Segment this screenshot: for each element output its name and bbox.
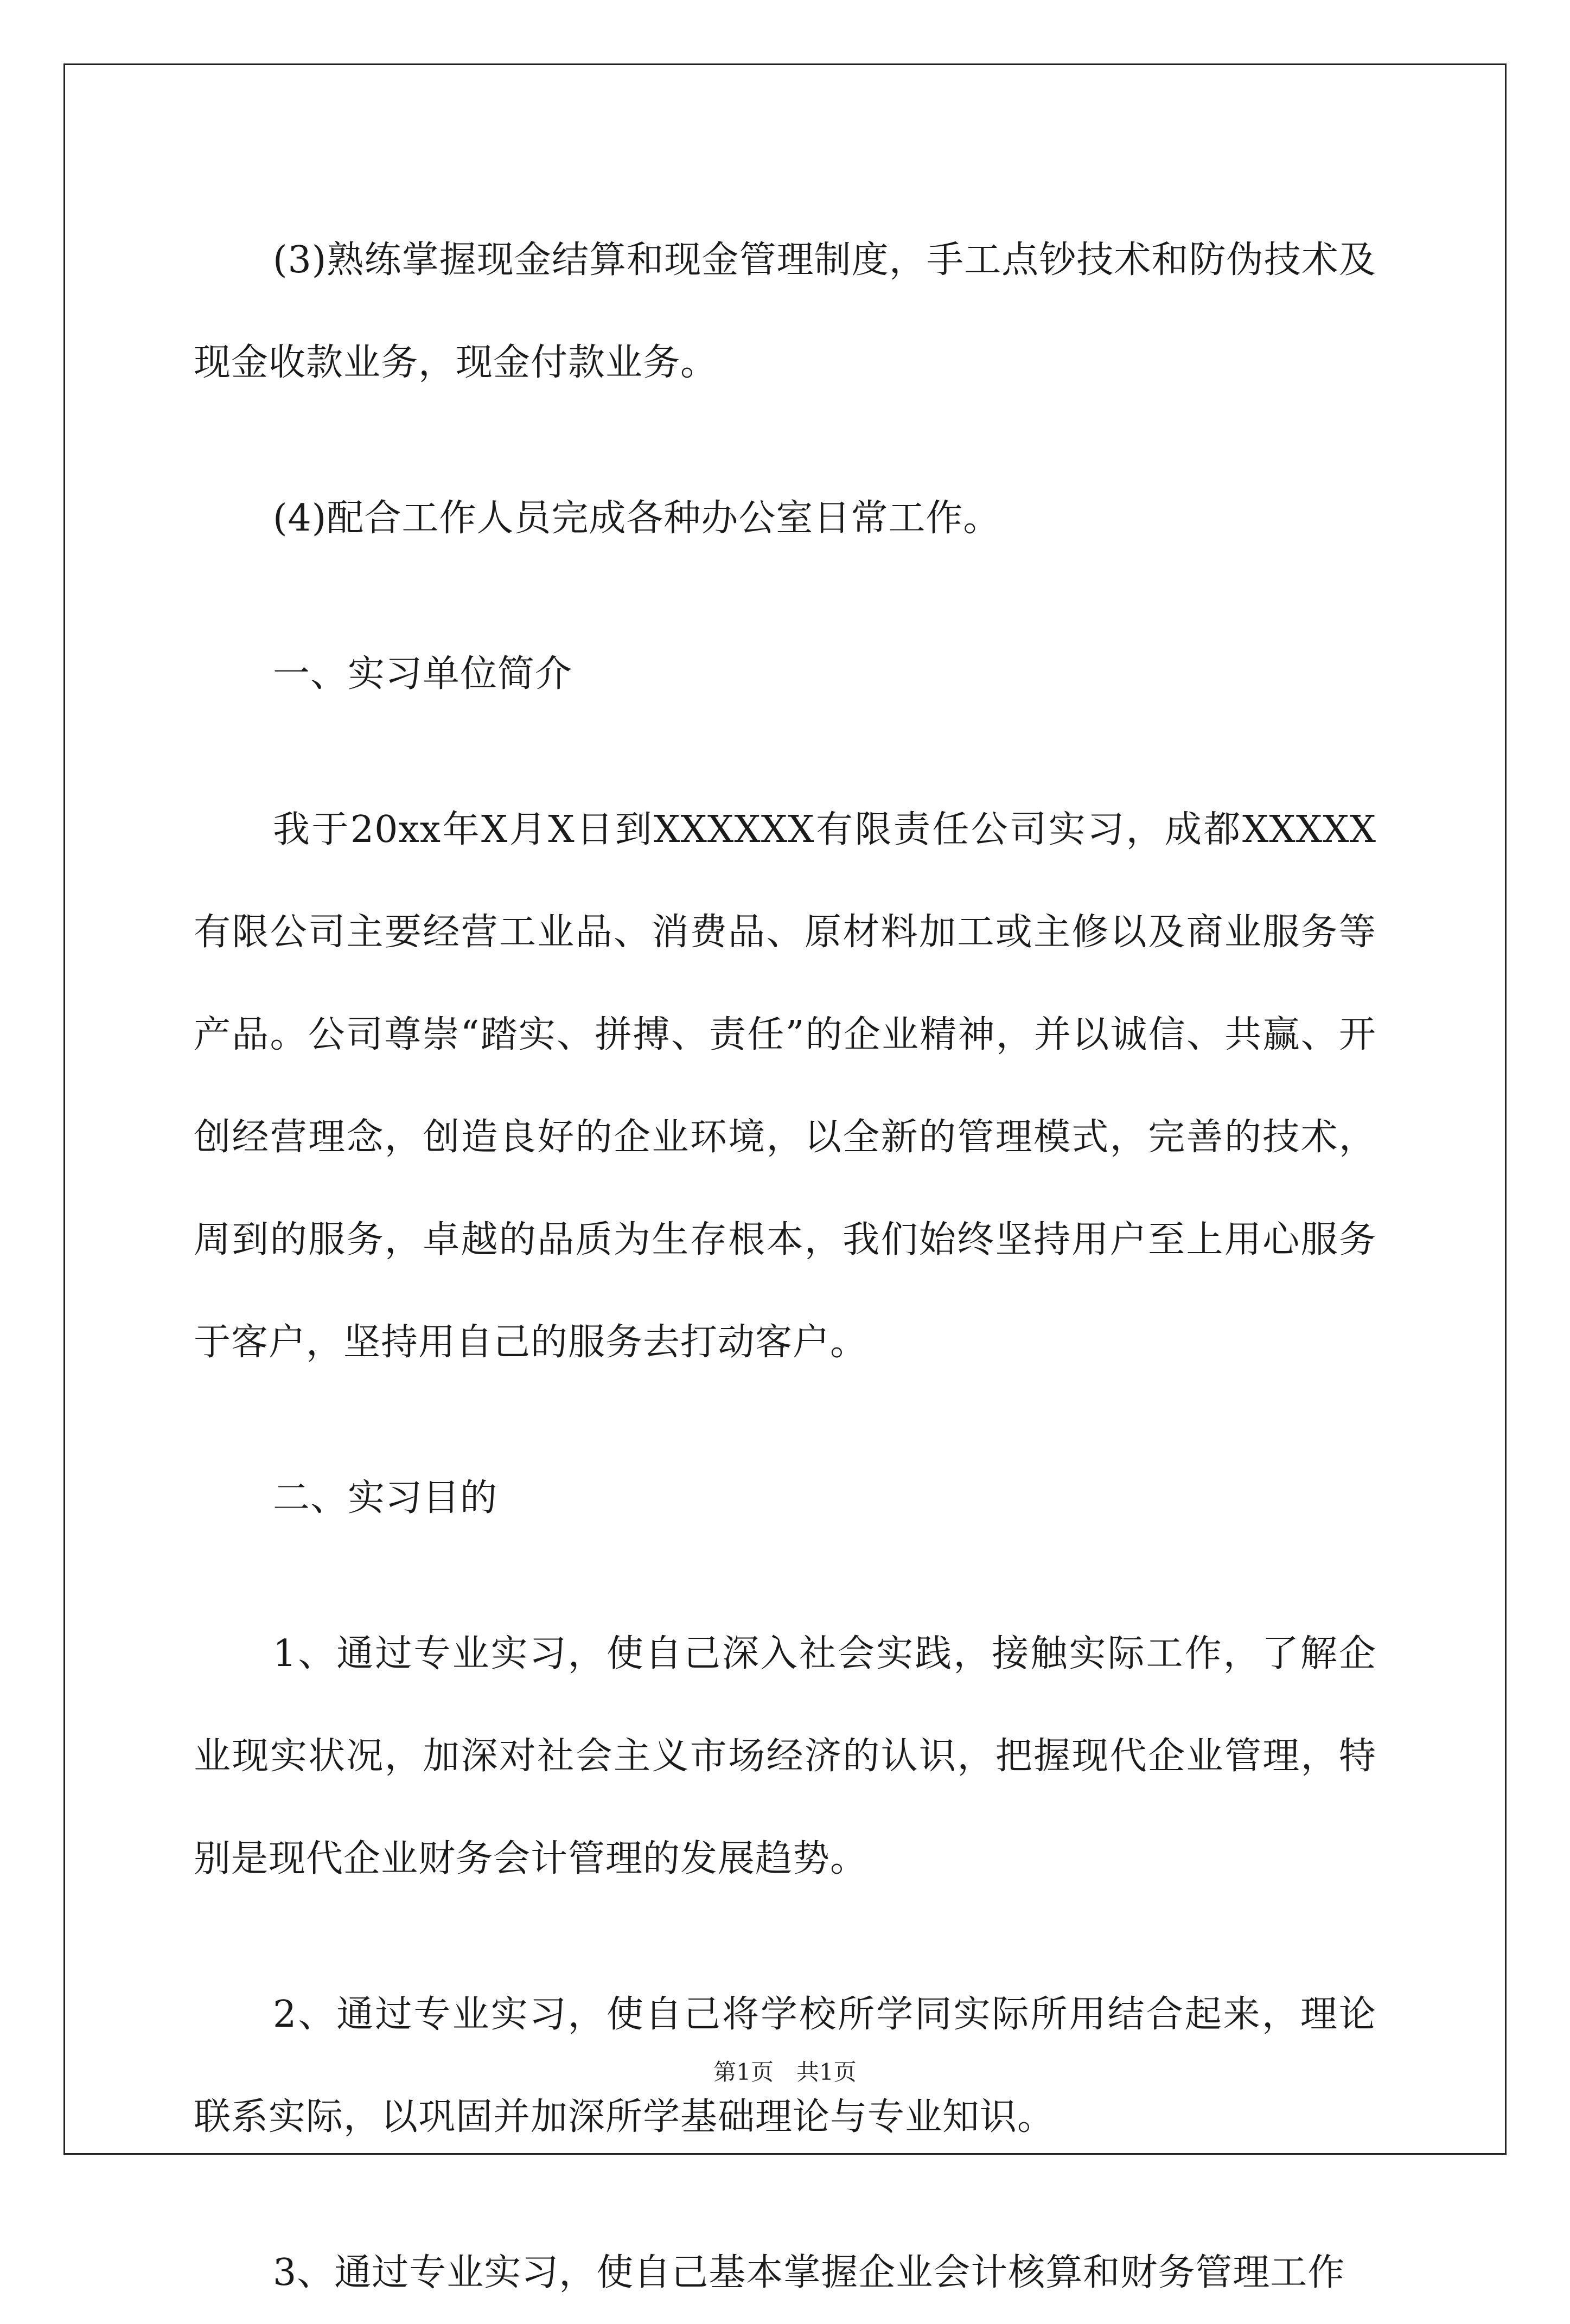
- paragraph-purpose-3: 3、通过专业实习，使自己基本掌握企业会计核算和财务管理工作: [273, 2251, 1345, 2294]
- document-body: [194, 209, 1376, 2324]
- paragraph-office-work: (4)配合工作人员完成各种办公室日常工作。: [273, 497, 1001, 540]
- page-number-footer: 第1页 共1页: [713, 2059, 857, 2085]
- section-heading-internship-purpose: 二、实习目的: [273, 1477, 498, 1519]
- paragraph-purpose-2: 2、通过专业实习，使自己将学校所学同实际所用结合起来，理论联系实际，以巩固并加深所学基础理论与专业知识。: [194, 1993, 1376, 2138]
- paragraph-purpose-1: 1、通过专业实习，使自己深入社会实践，接触实际工作，了解企业现实状况，加深对社会主义市场经济的认识，把握现代企业管理，特别是现代企业财务会计管理的发展趋势。: [194, 1632, 1376, 1880]
- section-heading-company-intro: 一、实习单位简介: [273, 653, 573, 695]
- paragraph-cash-management: (3)熟练掌握现金结算和现金管理制度，手工点钞技术和防伪技术及现金收款业务，现金付款业务。: [194, 239, 1376, 384]
- paragraph-company-intro: 我于20xx年X月X日到XXXXXX有限责任公司实习，成都XXXXX有限公司主要经营工业品、消费品、原材料加工或主修以及商业服务等产品。公司尊崇“踏实、拼搏、责任”的企业精神，并以诚信、共赢、开创经营理念，创造良好的企业环境，以全新的管理模式，完善的技术，周到的服务，卓越的品质为生存根本，我们始终坚持用户至上用心服务于客户，坚持用自己的服务去打动客户。: [194, 808, 1376, 1364]
